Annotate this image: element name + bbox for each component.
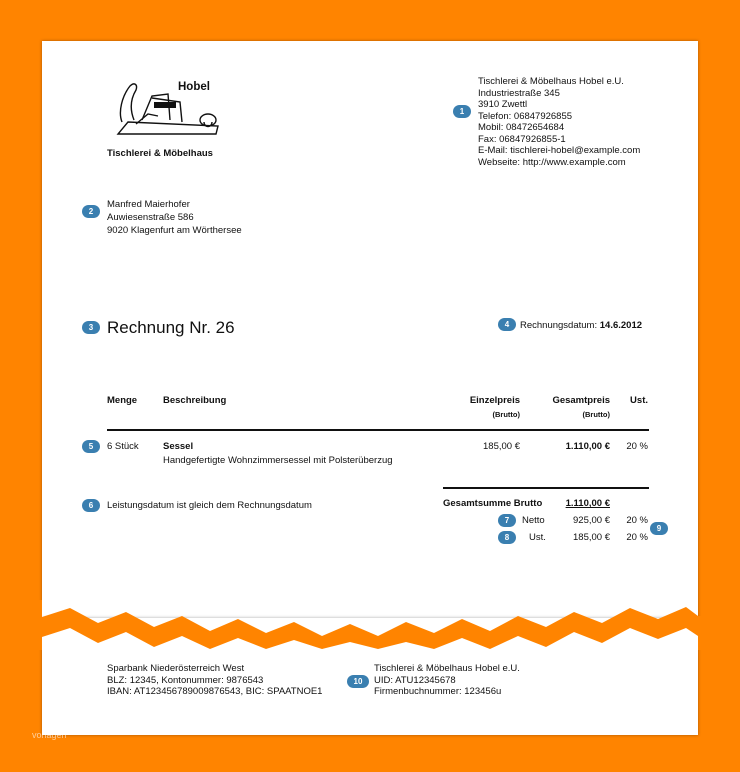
gross-total-value: 1.110,00 € xyxy=(565,498,610,509)
col-header-desc: Beschreibung xyxy=(163,395,227,406)
logo-brand: Hobel xyxy=(178,81,210,93)
recipient-address xyxy=(107,198,242,237)
sender-line: Telefon: 06847926855 xyxy=(478,110,573,122)
bank-line: BLZ: 12345, Kontonummer: 9876543 xyxy=(107,674,264,686)
row-item-detail: Handgefertigte Wohnzimmersessel mit Polsterüberzug xyxy=(163,455,393,466)
recipient-line: Manfred Maierhofer xyxy=(107,199,190,210)
bank-line: IBAN: AT123456789009876543, BIC: SPAATNOE1 xyxy=(107,686,323,697)
marker-4: 4 xyxy=(498,318,516,331)
marker-7: 7 xyxy=(498,514,516,527)
bank-details xyxy=(107,663,322,698)
hand-plane-logo-icon xyxy=(108,76,228,142)
col-header-total-price: Gesamtpreis xyxy=(552,395,610,406)
row-item-name: Sessel xyxy=(163,441,194,452)
company-line: Tischlerei & Möbelhaus Hobel e.U. xyxy=(374,663,520,674)
col-header-qty: Menge xyxy=(107,395,138,406)
marker-8: 8 xyxy=(498,531,516,544)
sender-email: E-Mail: tischlerei-hobel@example.com xyxy=(478,145,641,156)
col-header-unit-price: Einzelpreis xyxy=(469,395,520,406)
col-header-tax: Ust. xyxy=(630,395,648,406)
vat-tax-rate: 20 % xyxy=(626,532,648,543)
totals-top-rule xyxy=(443,487,649,489)
vat-value: 185,00 € xyxy=(573,532,610,543)
logo-subtitle: Tischlerei & Möbelhaus xyxy=(107,148,213,159)
col-header-unit-price-sub: (Brutto) xyxy=(492,410,520,419)
torn-edge-zigzag xyxy=(0,600,740,650)
marker-2: 2 xyxy=(82,205,100,218)
invoice-date-value: 14.6.2012 xyxy=(599,320,643,331)
row-qty: 6 Stück xyxy=(107,441,139,452)
sender-line: Fax: 06847926855-1 xyxy=(478,133,566,145)
net-tax-rate: 20 % xyxy=(626,515,648,526)
sender-line: 3910 Zwettl xyxy=(478,99,528,110)
net-value: 925,00 € xyxy=(573,515,610,526)
marker-5: 5 xyxy=(82,440,100,453)
recipient-line: Auwiesenstraße 586 xyxy=(107,212,194,223)
recipient-line: 9020 Klagenfurt am Wörthersee xyxy=(107,225,242,236)
net-label: Netto xyxy=(522,515,545,526)
marker-1: 1 xyxy=(453,105,471,118)
sender-address xyxy=(478,76,640,168)
invoice-date xyxy=(520,320,642,332)
watermark: vorlagen xyxy=(32,730,67,740)
company-details xyxy=(374,663,520,698)
row-tax: 20 % xyxy=(626,441,648,452)
sender-website: Webseite: http://www.example.com xyxy=(478,156,626,168)
marker-3: 3 xyxy=(82,321,100,334)
gross-total-label: Gesamtsumme Brutto xyxy=(443,498,543,509)
marker-10: 10 xyxy=(347,675,369,688)
company-line: Firmenbuchnummer: 123456u xyxy=(374,686,502,697)
table-header-rule xyxy=(107,429,649,431)
invoice-title: Rechnung Nr. 26 xyxy=(107,318,235,337)
row-unit-price: 185,00 € xyxy=(483,441,520,452)
col-header-total-price-sub: (Brutto) xyxy=(582,410,610,419)
marker-9: 9 xyxy=(650,522,668,535)
company-line: UID: ATU12345678 xyxy=(374,674,456,686)
sender-line: Mobil: 08472654684 xyxy=(478,122,565,133)
row-total-price: 1.110,00 € xyxy=(565,441,610,452)
bank-line: Sparbank Niederösterreich West xyxy=(107,663,245,674)
invoice-date-label: Rechnungsdatum: xyxy=(520,320,598,331)
service-date-note: Leistungsdatum ist gleich dem Rechnungsdatum xyxy=(107,500,312,511)
sender-line: Industriestraße 345 xyxy=(478,87,560,99)
vat-label: Ust. xyxy=(529,532,546,543)
sender-line: Tischlerei & Möbelhaus Hobel e.U. xyxy=(478,76,624,87)
marker-6: 6 xyxy=(82,499,100,512)
